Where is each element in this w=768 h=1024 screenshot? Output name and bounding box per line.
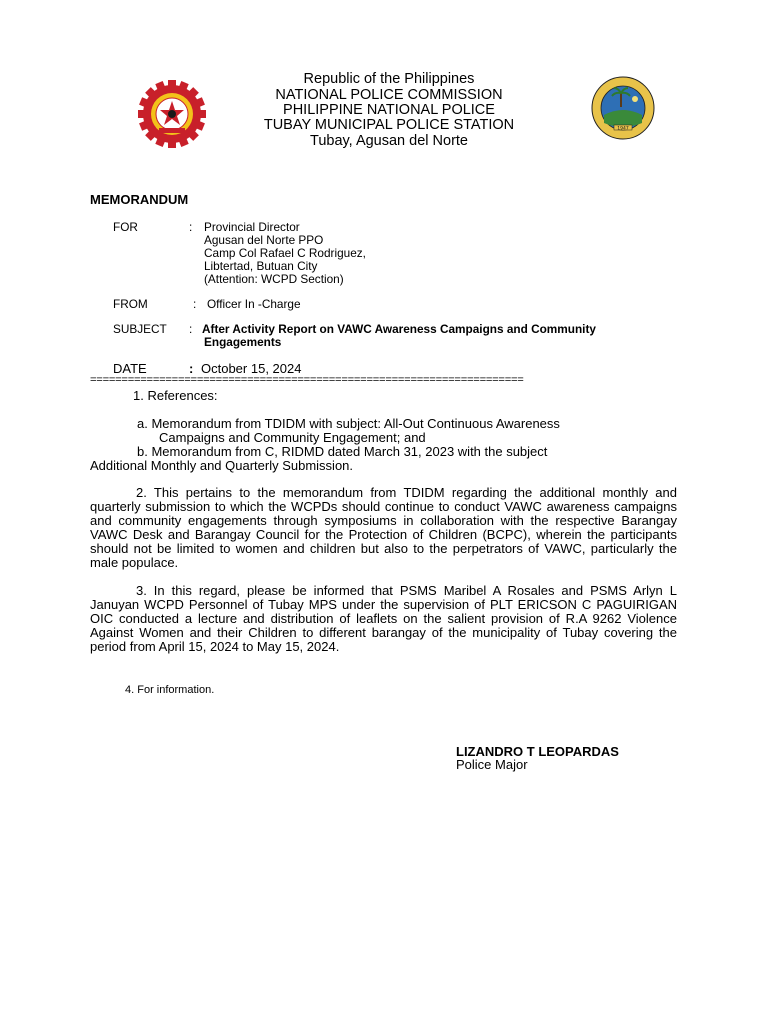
signer-rank: Police Major	[456, 757, 528, 772]
for-line-3: Camp Col Rafael C Rodriguez,	[204, 246, 366, 260]
memo-heading: MEMORANDUM	[90, 192, 189, 207]
for-line-4: Libtertad, Butuan City	[204, 259, 318, 273]
paragraph-3	[90, 584, 677, 654]
date-value: October 15, 2024	[201, 361, 302, 376]
signer-name: LIZANDRO T LEOPARDAS	[456, 744, 619, 759]
for-line-1: Provincial Director	[204, 220, 300, 234]
references-heading: 1. References:	[133, 388, 218, 403]
from-colon: :	[193, 297, 197, 311]
header-napolcom: NATIONAL POLICE COMMISSION	[275, 87, 503, 103]
header-station: TUBAY MUNICIPAL POLICE STATION	[263, 117, 515, 133]
subject-line-1: After Activity Report on VAWC Awareness Campaigns and Community	[202, 322, 596, 336]
for-line-2: Agusan del Norte PPO	[204, 233, 324, 247]
subject-line-2: Engagements	[204, 335, 282, 349]
date-label: DATE	[113, 361, 147, 376]
subject-colon: :	[189, 322, 193, 336]
for-colon: :	[189, 220, 193, 234]
paragraph-2	[90, 486, 677, 570]
date-colon: :	[189, 361, 194, 376]
from-value: Officer In -Charge	[207, 297, 301, 311]
header-location: Tubay, Agusan del Norte	[310, 133, 468, 149]
reference-a-line-1: a. Memorandum from TDIDM with subject: All-Out Continuous Awareness	[137, 416, 560, 431]
for-line-5: (Attention: WCPD Section)	[204, 272, 344, 286]
paragraph-2-text: 2. This pertains to the memorandum from TDIDM regarding the additional monthly and quarterly submission to which the WCPDs should continue to conduct VAWC awareness campaigns and community engagements through symposiums in collaboration with the respective Barangay VAWC Desk and Barangay Council for the Protection of Children (BCPC), wherein the participants should not be limited to women and children but also to the perpetrators of VAWC, particularly the male populace.	[90, 485, 677, 570]
reference-b-line-2: Additional Monthly and Quarterly Submission.	[90, 458, 354, 473]
from-label: FROM	[113, 297, 148, 311]
header-pnp: PHILIPPINE NATIONAL POLICE	[283, 102, 495, 118]
reference-b-line-1: b. Memorandum from C, RIDMD dated March 31, 2023 with the subject	[137, 444, 548, 459]
svg-text:1947: 1947	[617, 126, 629, 132]
divider-line: =====================================================================	[90, 374, 524, 386]
for-label: FOR	[113, 220, 138, 234]
paragraph-3-text: 3. In this regard, please be informed that PSMS Maribel A Rosales and PSMS Arlyn L Januyan WCPD Personnel of Tubay MPS under the supervision of PLT ERICSON C PAGUIRIGAN OIC conducted a lecture and distribution of leaflets on the salient provision of R.A 9262 Violence Against Women and their Children to different barangay of the municipality of Tubay covering the period from April 15, 2024 to May 15, 2024.	[90, 583, 677, 654]
paragraph-4: 4. For information.	[125, 684, 215, 696]
subject-label: SUBJECT	[113, 322, 167, 336]
reference-a-line-2: Campaigns and Community Engagement; and	[159, 430, 426, 445]
header-republic: Republic of the Philippines	[303, 71, 475, 87]
